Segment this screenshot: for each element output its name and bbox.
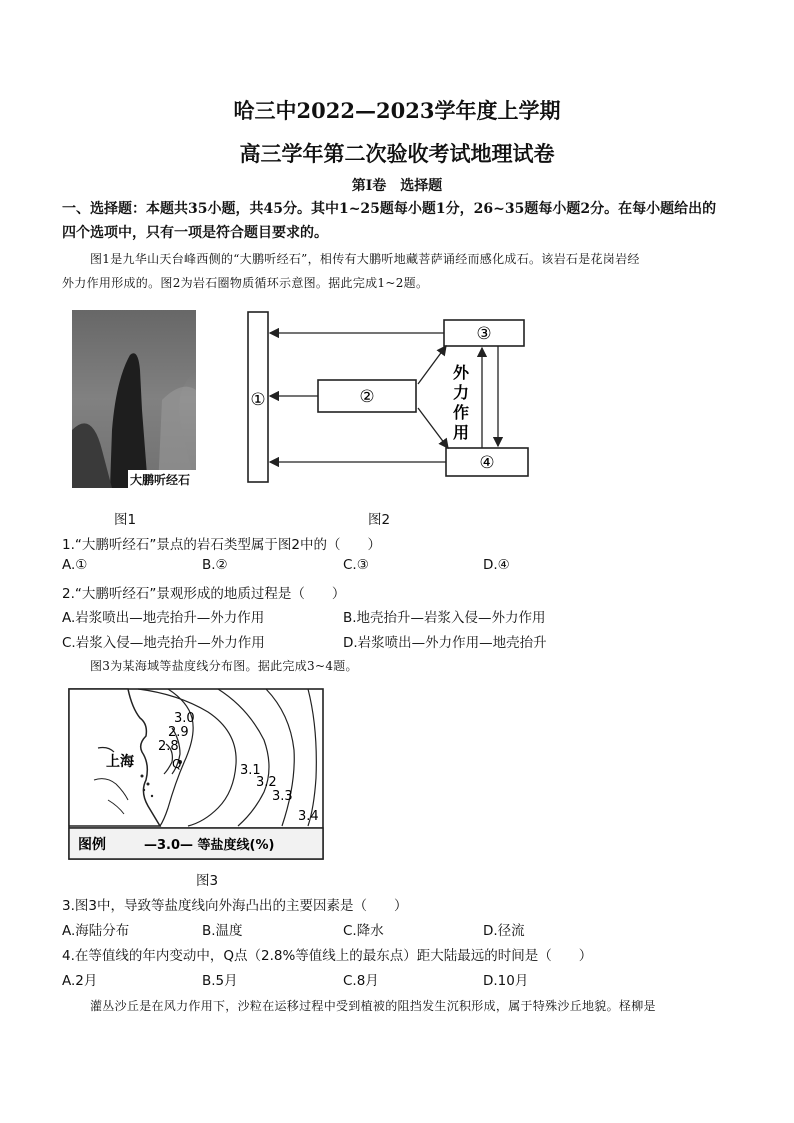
question-3-stem: 3.图3中，导致等盐度线向外海凸出的主要因素是（ ）: [62, 898, 408, 914]
arrow-2-to-4: [418, 408, 448, 448]
figure2-caption: 图2: [368, 512, 391, 528]
side-label-char-3: 作: [452, 403, 470, 422]
figure1-caption: 图1: [114, 512, 137, 528]
q4-option-b[interactable]: B.5月: [202, 973, 238, 989]
figure3-caption: 图3: [196, 873, 219, 889]
rock-photo: [72, 310, 196, 488]
q1-option-d[interactable]: D.④: [483, 557, 510, 573]
q3-option-b[interactable]: B.温度: [202, 923, 243, 939]
q1-option-a[interactable]: A.①: [62, 557, 88, 573]
arrow-2-to-3: [418, 346, 446, 384]
intro3: 灌丛沙丘是在风力作用下，沙粒在运移过程中受到植被的阻挡发生沉积形成，属于特殊沙丘地貌。柽柳是: [90, 999, 656, 1013]
q3-option-a[interactable]: A.海陆分布: [62, 923, 130, 939]
q2-option-a[interactable]: A.岩浆喷出—地壳抬升—外力作用: [62, 610, 265, 626]
side-label-char-1: 外: [452, 363, 470, 382]
q4-option-a[interactable]: A.2月: [62, 973, 98, 989]
intro1-line2: 外力作用形成的。图2为岩石圈物质循环示意图。据此完成1~2题。: [62, 276, 429, 290]
isoline-label-3-4: 3.4: [298, 809, 319, 824]
isoline-label-3-2: 3.2: [256, 775, 277, 790]
q1-option-c[interactable]: C.③: [343, 557, 369, 573]
intro1-line1: 图1是九华山天台峰西侧的“大鹏听经石”，相传有大鹏听地藏菩萨诵经而感化成石。该岩石是花岗岩经: [90, 252, 640, 266]
isoline-label-3-3: 3.3: [272, 789, 293, 804]
section-title: 第Ⅰ卷 选择题: [351, 178, 443, 194]
legend-text: —3.0— 等盐度线(%): [144, 838, 275, 853]
q2-option-d[interactable]: D.岩浆喷出—外力作用—地壳抬升: [343, 635, 547, 651]
figure3-salinity-map: [68, 688, 324, 860]
instructions-line1: 一、选择题：本题共35小题，共45分。其中1~25题每小题1分，26~35题每小题2分。在每小题给出的: [62, 201, 717, 217]
q4-option-d[interactable]: D.10月: [483, 973, 529, 989]
intro2: 图3为某海域等盐度线分布图。据此完成3~4题。: [90, 659, 358, 673]
q2-option-c[interactable]: C.岩浆入侵—地壳抬升—外力作用: [62, 635, 265, 651]
city-label-shanghai: 上海: [106, 754, 134, 770]
node-2-label: ②: [359, 387, 375, 407]
side-label-char-2: 力: [452, 383, 470, 402]
q4-option-c[interactable]: C.8月: [343, 973, 379, 989]
isoline-label-3-1: 3.1: [240, 763, 261, 778]
isoline-label-3-0: 3.0: [174, 711, 195, 726]
side-label-char-4: 用: [452, 423, 470, 442]
question-2-stem: 2.“大鹏听经石”景观形成的地质过程是（ ）: [62, 586, 346, 602]
legend-title: 图例: [78, 837, 106, 853]
figure1-photo: [72, 310, 196, 488]
node-1-label: ①: [250, 390, 266, 410]
q2-option-b[interactable]: B.地壳抬升—岩浆入侵—外力作用: [343, 610, 546, 626]
node-4-label: ④: [479, 453, 495, 473]
exam-title-line1: 哈三中2022—2023学年度上学期: [233, 98, 561, 123]
exam-title-line2: 高三学年第二次验收考试地理试卷: [239, 141, 555, 166]
instructions-line2: 四个选项中，只有一项是符合题目要求的。: [62, 225, 328, 241]
isoline-label-2-8: 2.8: [158, 739, 179, 754]
isoline-label-2-9: 2.9: [168, 725, 189, 740]
question-1-stem: 1.“大鹏听经石”景点的岩石类型属于图2中的（ ）: [62, 537, 381, 553]
question-4-stem: 4.在等值线的年内变动中，Q点（2.8%等值线上的最东点）距大陆最远的时间是（ ）: [62, 948, 593, 964]
figure2-rock-cycle-diagram: [236, 306, 536, 494]
photo-label: 大鹏听经石: [130, 473, 191, 487]
point-q-label: Q: [172, 757, 182, 771]
q3-option-d[interactable]: D.径流: [483, 923, 525, 939]
q1-option-b[interactable]: B.②: [202, 557, 228, 573]
node-3-label: ③: [476, 324, 492, 344]
q3-option-c[interactable]: C.降水: [343, 923, 384, 939]
